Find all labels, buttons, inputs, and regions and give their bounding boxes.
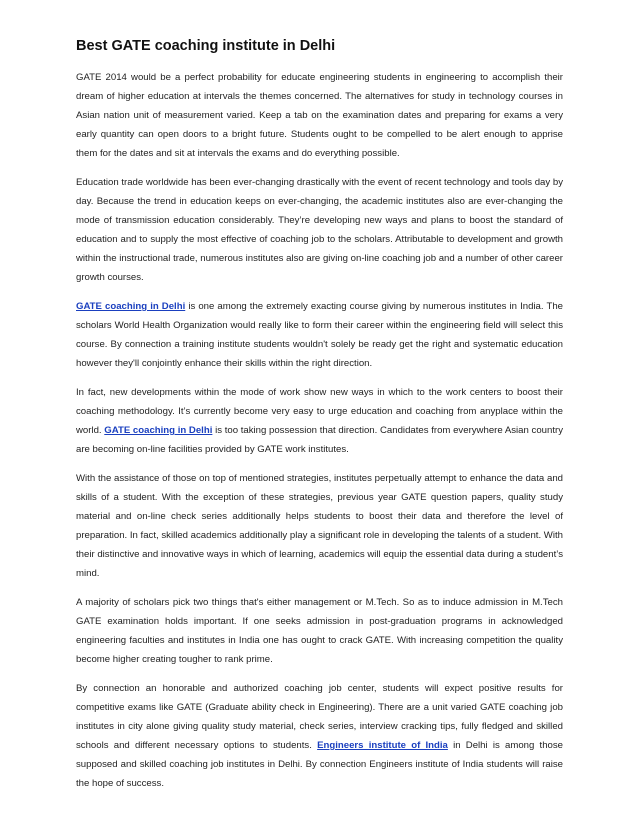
paragraph-text: in Delhi is among those supposed and skilled coaching job institutes in Delhi. By connection Engineers institute of India students will raise the hope of success. <box>76 740 564 789</box>
paragraph-text: A majority of scholars pick two things that's either management or M.Tech. So as to induce admission in M.Tech GATE examination holds important. If one seeks admission in post-graduation programs in acknowledged engineering faculties and institutes in India one has ought to crack GATE. With increasing competition the quality become higher creating tougher to rank prime. <box>76 597 563 665</box>
engineers-institute-link[interactable]: Engineers institute of India <box>317 740 448 751</box>
paragraph-text: is too taking possession that direction. Candidates from everywhere Asian country are becoming on-line facilities provided by GATE work institutes. <box>76 425 563 455</box>
paragraph-text: With the assistance of those on top of mentioned strategies, institutes perpetually attempt to enhance the data and skills of a student. With the exception of these strategies, previous year GATE question papers, quality study material and on-line check series additionally helps students to boost their data and therefore the level of preparation. In fact, skilled academics additionally play a significant role in developing the talents of a student. With their distinctive and innovative ways in which of learning, academics will equip the essential data during a student’s mind. <box>76 473 563 579</box>
paragraph-5 <box>76 469 563 583</box>
page-title: Best GATE coaching institute in Delhi <box>76 38 336 54</box>
paragraph-text: GATE 2014 would be a perfect probability for educate engineering students in engineering to accomplish their dream of higher education at intervals the themes concerned. The alternatives for study in technology courses in Asian nation unit of measurement varied. Keep a tab on the examination dates and preparing for exams a very early quantity can open doors to a bright future. Students ought to be compelled to be alert enough to apprise them for the dates and sit at intervals the exams and do everything possible. <box>76 72 563 159</box>
paragraph-6 <box>76 593 563 669</box>
gate-coaching-link[interactable]: GATE coaching in Delhi <box>104 425 213 436</box>
gate-coaching-link[interactable]: GATE coaching in Delhi <box>76 301 186 312</box>
paragraph-text: By connection an honorable and authorized coaching job center, students will expect positive results for competitive exams like GATE (Graduate ability check in Engineering). There are a unit varied GATE coaching job institutes in city alone giving quality study material, check series, interview cracking tips, fully fledged and skilled schools and different necessary options to students. <box>76 683 563 751</box>
paragraph-text: In fact, new developments within the mode of work show new ways in which to the work centers to boost their coaching methodology. It’s currently become very easy to urge education and coaching from anyplace within the world. <box>76 387 563 436</box>
paragraph-1 <box>76 68 563 163</box>
paragraph-7 <box>76 679 563 793</box>
paragraph-2 <box>76 173 563 287</box>
paragraph-3 <box>76 297 563 373</box>
paragraph-text: Education trade worldwide has been ever-changing drastically with the event of recent technology and tools day by day. Because the trend in education keeps on ever-changing, the academic institutes also are ever-changing the mode of transmission education considerably. They’re developing new ways and plans to boost the standard of education and to supply the most effective of coaching job to the scholars. Attributable to development and growth within the instructional trade, numerous institutes also are giving on-line coaching job and a number of other career growth courses. <box>76 177 563 283</box>
paragraph-4 <box>76 383 563 459</box>
paragraph-text: is one among the extremely exacting course giving by numerous institutes in India. The scholars World Health Organization would really like to form their career within the engineering field will select this course. By connection a training institute students wouldn't solely be ready get the right and systematic education however they'll conjointly enhance their skills within the right direction. <box>76 301 563 369</box>
